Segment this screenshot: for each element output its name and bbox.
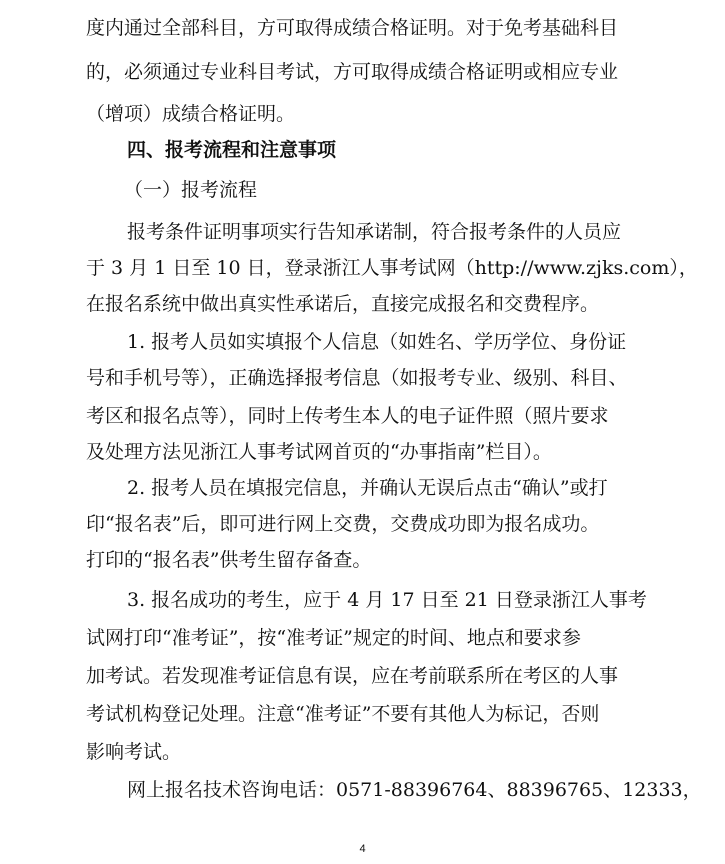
paragraph-line: 印“报名表”后，即可进行网上交费，交费成功即为报名成功。 <box>86 513 600 535</box>
paragraph-line: 在报名系统中做出真实性承诺后，直接完成报名和交费程序。 <box>86 293 600 315</box>
paragraph-line: （增项）成绩合格证明。 <box>86 103 296 125</box>
paragraph-line: 号和手机号等），正确选择报考信息（如报考专业、级别、科目、 <box>86 367 628 389</box>
paragraph-line: 影响考试。 <box>86 741 182 763</box>
paragraph-line: 网上报名技术咨询电话：0571-88396764、88396765、12333， <box>127 779 702 801</box>
paragraph-line: 报考条件证明事项实行告知承诺制，符合报考条件的人员应 <box>127 221 622 243</box>
paragraph-line: 2. 报考人员在填报完信息，并确认无误后点击“确认”或打 <box>127 477 608 499</box>
paragraph-line: 度内通过全部科目，方可取得成绩合格证明。对于免考基础科目 <box>86 17 619 39</box>
section-heading: 四、报考流程和注意事项 <box>127 139 337 161</box>
paragraph-line: 打印的“报名表”供考生留存备查。 <box>86 549 372 571</box>
paragraph-line: 试网打印“准考证”，按“准考证”规定的时间、地点和要求参 <box>86 627 581 649</box>
subsection-heading: （一）报考流程 <box>124 179 258 201</box>
paragraph-line: 于 3 月 1 日至 10 日，登录浙江人事考试网（http://www.zjks.com）， <box>86 257 698 279</box>
paragraph-line: 及处理方法见浙江人事考试网首页的“办事指南”栏目）。 <box>86 441 552 463</box>
paragraph-line: 加考试。若发现准考证信息有误，应在考前联系所在考区的人事 <box>86 665 619 687</box>
paragraph-line: 1. 报考人员如实填报个人信息（如姓名、学历学位、身份证 <box>127 331 627 353</box>
paragraph-line: 3. 报名成功的考生，应于 4 月 17 日至 21 日登录浙江人事考 <box>127 589 647 611</box>
paragraph-line: 考试机构登记处理。注意“准考证”不要有其他人为标记，否则 <box>86 703 600 725</box>
page-number: 4 <box>359 843 366 855</box>
paragraph-line: 的，必须通过专业科目考试，方可取得成绩合格证明或相应专业 <box>86 61 619 83</box>
paragraph-line: 考区和报名点等），同时上传考生本人的电子证件照（照片要求 <box>86 405 609 427</box>
